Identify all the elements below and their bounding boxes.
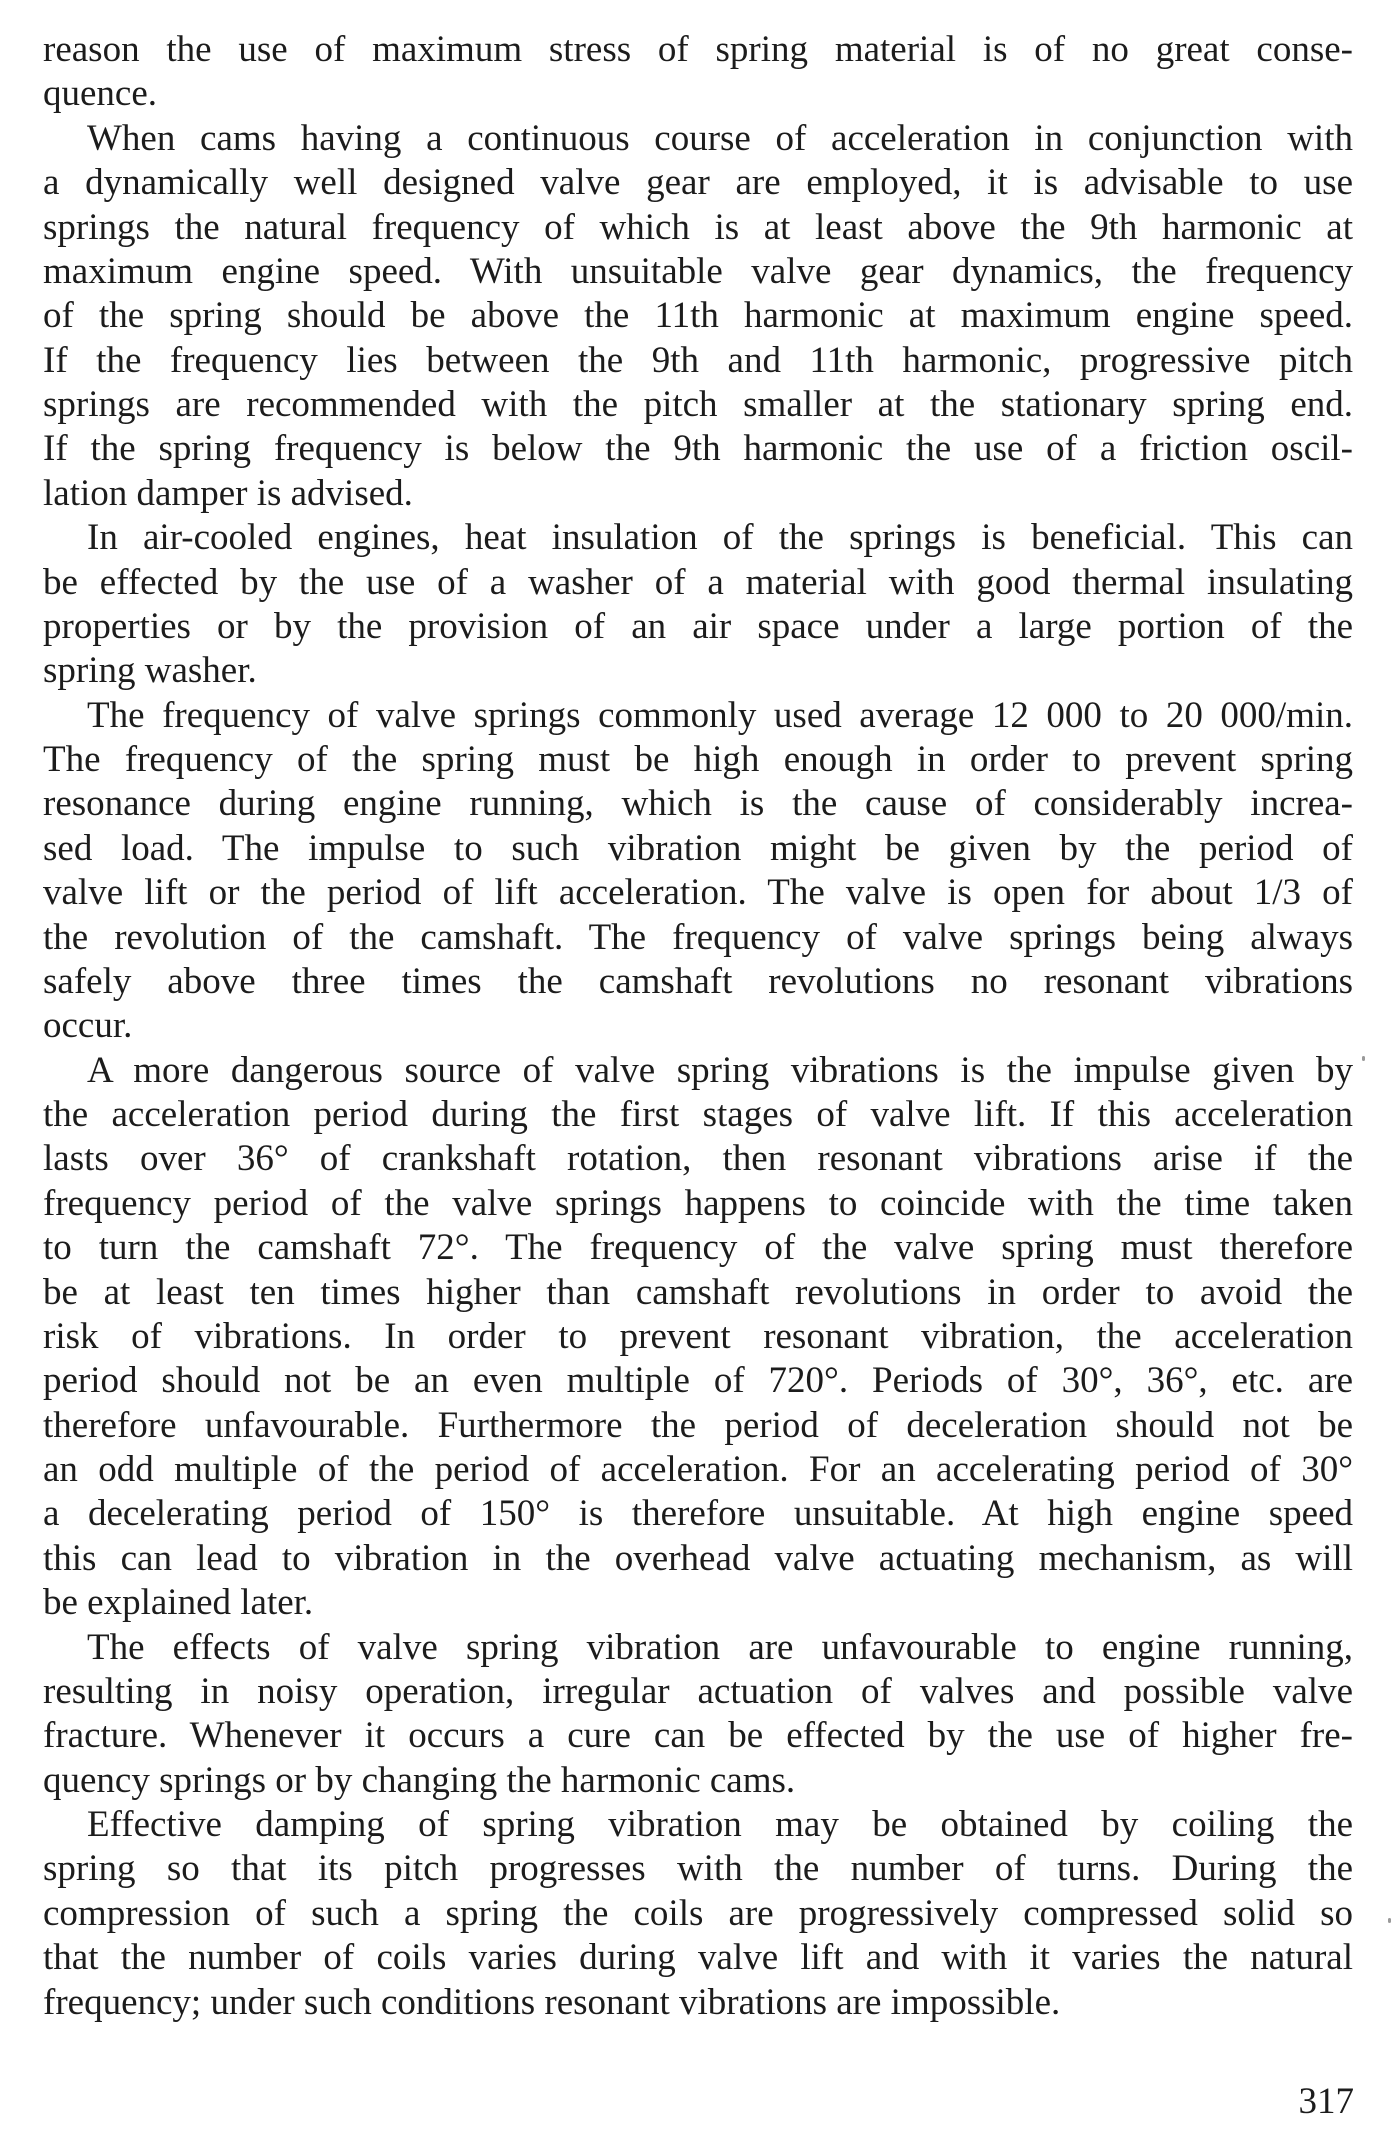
text-line: If the frequency lies between the 9th and 11th harmonic, progressive pitch [43, 339, 1353, 381]
text-line: lation damper is advised. [43, 472, 413, 514]
text-line: springs the natural frequency of which is at least above the 9th harmonic at [43, 206, 1353, 248]
text-line: In air-cooled engines, heat insulation of the springs is beneficial. This can [87, 517, 1353, 559]
text-line: spring so that its pitch progresses with the number of turns. During the [43, 1848, 1353, 1890]
text-line: sed load. The impulse to such vibration might be given by the period of [43, 827, 1353, 869]
text-line: spring washer. [43, 650, 257, 692]
text-line: reason the use of maximum stress of spring material is of no great conse- [43, 29, 1353, 70]
paragraph [43, 1803, 1353, 2025]
text-line: occur. [43, 1005, 133, 1047]
text-line: compression of such a spring the coils are progressively compressed solid so [43, 1892, 1353, 1934]
paragraph [43, 516, 1353, 694]
print-speck [1388, 1918, 1391, 1923]
paragraph [43, 694, 1353, 1049]
text-line: an odd multiple of the period of acceleration. For an accelerating period of 30° [43, 1449, 1353, 1490]
page-body [43, 28, 1353, 2025]
print-speck [1362, 1056, 1365, 1061]
text-line: be explained later. [43, 1582, 314, 1624]
paragraph [43, 1626, 1353, 1804]
text-line: properties or by the provision of an air space under a large portion of the [43, 605, 1353, 647]
text-line: If the spring frequency is below the 9th harmonic the use of a friction oscil- [43, 428, 1353, 470]
text-line: quency springs or by changing the harmonic cams. [43, 1759, 796, 1801]
text-line: The effects of valve spring vibration are unfavourable to engine running, [87, 1626, 1353, 1668]
text-line: quence. [43, 73, 158, 115]
text-line: The frequency of the spring must be high enough in order to prevent spring [43, 739, 1353, 780]
text-line: risk of vibrations. In order to prevent resonant vibration, the acceleration [43, 1315, 1353, 1357]
text-line: be effected by the use of a washer of a material with good thermal insulating [43, 561, 1353, 603]
paragraph [43, 1049, 1353, 1626]
text-line: a dynamically well designed valve gear are employed, it is advisable to use [43, 162, 1353, 204]
paragraph [43, 28, 1353, 117]
text-line: valve lift or the period of lift acceleration. The valve is open for about 1/3 of [43, 872, 1353, 914]
text-line: frequency; under such conditions resonant vibrations are impossible. [43, 1981, 1061, 2023]
text-line: resulting in noisy operation, irregular actuation of valves and possible valve [43, 1670, 1353, 1712]
text-line: frequency period of the valve springs happens to coincide with the time taken [43, 1182, 1353, 1224]
text-line: a decelerating period of 150° is therefore unsuitable. At high engine speed [43, 1493, 1353, 1535]
text-line: A more dangerous source of valve spring vibrations is the impulse given by [87, 1049, 1353, 1091]
page-number: 317 [1298, 2081, 1354, 2122]
text-line: springs are recommended with the pitch smaller at the stationary spring end. [43, 384, 1353, 425]
text-line: the acceleration period during the first stages of valve lift. If this acceleration [43, 1094, 1353, 1135]
text-line: to turn the camshaft 72°. The frequency of the valve spring must therefore [43, 1227, 1353, 1269]
text-line: be at least ten times higher than camshaft revolutions in order to avoid the [43, 1271, 1353, 1313]
text-line: fracture. Whenever it occurs a cure can be effected by the use of higher fre- [43, 1715, 1353, 1757]
text-line: maximum engine speed. With unsuitable valve gear dynamics, the frequency [43, 250, 1353, 292]
text-line: safely above three times the camshaft revolutions no resonant vibrations [43, 960, 1353, 1002]
text-line: Effective damping of spring vibration may be obtained by coiling the [87, 1804, 1353, 1845]
text-line: the revolution of the camshaft. The frequency of valve springs being always [43, 916, 1353, 958]
text-line: therefore unfavourable. Furthermore the period of deceleration should not be [43, 1404, 1353, 1446]
paragraph [43, 117, 1353, 516]
text-line: resonance during engine running, which is the cause of considerably increa- [43, 783, 1353, 825]
text-line: that the number of coils varies during valve lift and with it varies the natural [43, 1937, 1353, 1979]
text-line: lasts over 36° of crankshaft rotation, then resonant vibrations arise if the [43, 1138, 1353, 1180]
text-line: When cams having a continuous course of acceleration in conjunction with [87, 117, 1353, 159]
text-line: period should not be an even multiple of 720°. Periods of 30°, 36°, etc. are [43, 1360, 1353, 1402]
text-line: this can lead to vibration in the overhead valve actuating mechanism, as will [43, 1537, 1353, 1579]
text-line: of the spring should be above the 11th harmonic at maximum engine speed. [43, 295, 1353, 337]
text-line: The frequency of valve springs commonly used average 12 000 to 20 000/min. [87, 694, 1353, 736]
